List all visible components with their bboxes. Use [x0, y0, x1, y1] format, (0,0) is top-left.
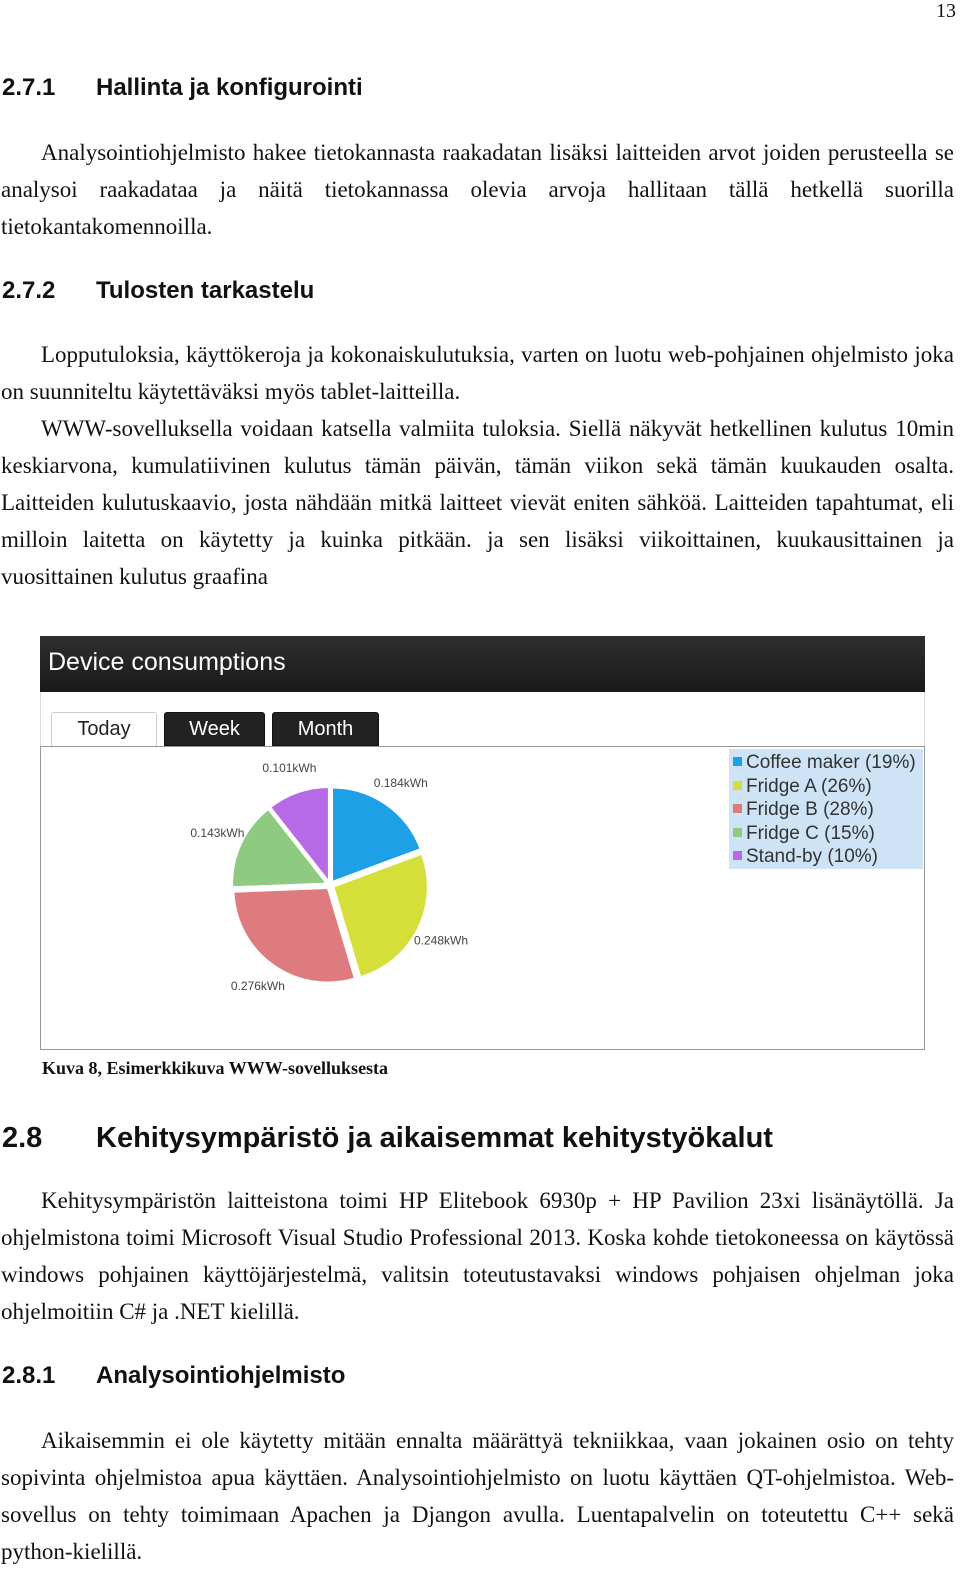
legend-item[interactable]	[733, 822, 923, 846]
legend-swatch	[733, 804, 742, 813]
legend-swatch	[733, 828, 742, 837]
section-heading-2-7-2: 2.7.2 Tulosten tarkastelu	[2, 277, 315, 304]
page-number: 13	[936, 0, 956, 22]
slice-value-label: 0.101kWh	[262, 760, 317, 775]
pie-slice[interactable]	[234, 888, 355, 982]
figure-caption: Kuva 8, Esimerkkikuva WWW-sovelluksesta	[42, 1058, 389, 1078]
pie-chart	[41, 747, 724, 1049]
paragraph-1: Analysointiohjelmisto hakee tietokannasta raakadatan lisäksi laitteiden arvot joiden perusteella se analysoi raakadataa ja näitä tietokannassa olevia arvoja hallitaan tällä hetkellä suorilla tietokantakomennoilla.	[1, 140, 954, 239]
legend-item[interactable]	[733, 798, 923, 822]
legend-swatch	[733, 851, 742, 860]
device-consumptions-widget	[40, 636, 925, 1050]
slice-value-label: 0.143kWh	[190, 826, 245, 841]
paragraph-5: Aikaisemmin ei ole käytetty mitään ennalta määrättyä tekniikkaa, vaan jokainen osio on tehty sopivinta ohjelmistoa apua käyttäen. Analysointiohjelmisto on luotu käyttäen QT-ohjelmistoa. Web-sovellus on tehty toimimaan Apachen ja Djangon avulla. Luentapalvelin on toteutettu C++ sekä python-kielillä.	[1, 1428, 954, 1564]
legend-label: Fridge C (15%)	[746, 822, 875, 844]
slice-value-label: 0.184kWh	[373, 776, 428, 791]
tab-bar	[40, 692, 925, 746]
paragraph-4: Kehitysympäristön laitteistona toimi HP Elitebook 6930p + HP Pavilion 23xi lisänäytöllä. Ja ohjelmistona toimi Microsoft Visual Studio Professional 2013. Koska kohde tietokoneessa on käytössä windows pohjainen käyttöjärjestelmä, valitsin toteutustavaksi windows pohjaisen ohjelman joka ohjelmoitiin C# ja .NET kielillä.	[1, 1188, 954, 1324]
paragraph-2: Lopputuloksia, käyttökeroja ja kokonaiskulutuksia, varten on luotu web-pohjainen ohjelmisto joka on suunniteltu käytettäväksi myös tablet-laitteilla.	[1, 342, 954, 404]
legend-swatch	[733, 781, 742, 790]
widget-title: Device consumptions	[48, 648, 286, 676]
tab-month[interactable]: Month	[272, 712, 379, 746]
section-heading-2-7-1: 2.7.1 Hallinta ja konfigurointi	[2, 74, 363, 101]
section-heading-2-8: 2.8 Kehitysympäristö ja aikaisemmat kehitystyökalut	[2, 1122, 773, 1154]
tab-week[interactable]: Week	[164, 712, 265, 746]
widget-header	[40, 636, 925, 692]
legend-item[interactable]	[733, 845, 923, 869]
legend-label: Fridge B (28%)	[746, 799, 874, 820]
chart-panel	[40, 746, 925, 1050]
legend-item[interactable]	[733, 775, 923, 799]
chart-legend	[729, 749, 923, 869]
slice-value-label: 0.248kWh	[413, 933, 469, 948]
section-heading-2-8-1: 2.8.1 Analysointiohjelmisto	[2, 1362, 346, 1389]
legend-label: Coffee maker (19%)	[746, 752, 916, 773]
legend-swatch	[733, 757, 742, 766]
legend-label: Stand-by (10%)	[746, 846, 879, 867]
legend-item[interactable]	[733, 751, 923, 775]
tab-today[interactable]: Today	[51, 712, 157, 746]
slice-value-label: 0.276kWh	[230, 978, 285, 993]
legend-label: Fridge A (26%)	[746, 775, 872, 797]
paragraph-3: WWW-sovelluksella voidaan katsella valmiita tuloksia. Siellä näkyvät hetkellinen kulutus 10min keskiarvona, kumulatiivinen kulutus tämän päivän, tämän viikon sekä tämän kuukauden osalta. Laitteiden kulutuskaavio, josta nähdään mitkä laitteet vievät eniten sähköä. Laitteiden tapahtumat, eli milloin laitetta on käytetty ja kuinka pitkään. ja sen lisäksi viikoittainen, kuukausittainen ja vuosittainen kulutus graafina	[1, 416, 954, 589]
